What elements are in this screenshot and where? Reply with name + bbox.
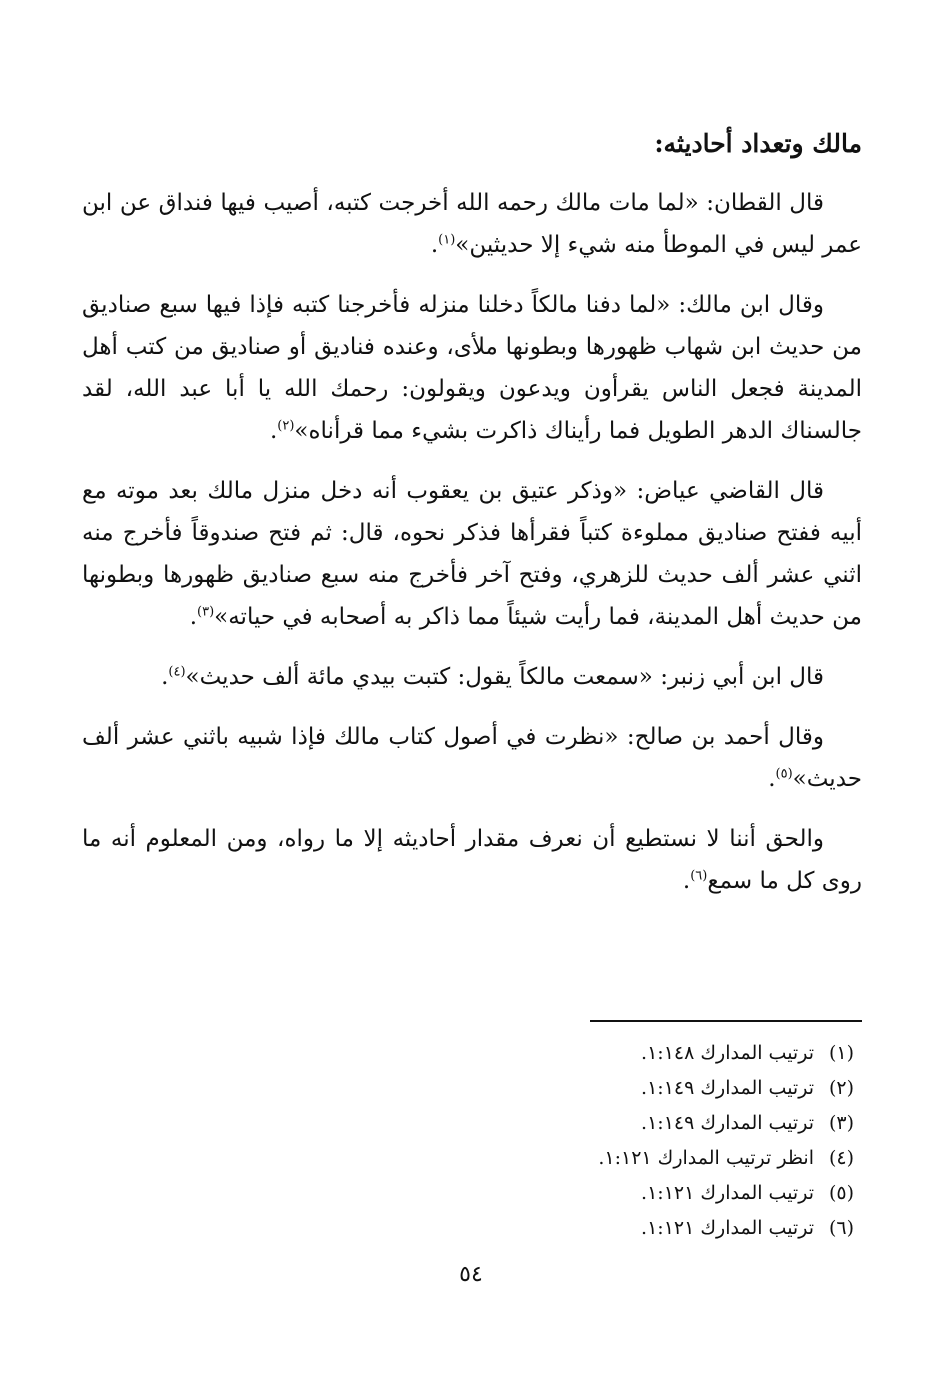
paragraph-text: قال ابن أبي زنبر: «سمعت مالكاً يقول: كتبت بيدي مائة ألف حديث» bbox=[185, 664, 824, 690]
footnotes-list bbox=[454, 1036, 854, 1246]
footnote-number: (٥) bbox=[828, 1182, 854, 1204]
footnote-text: ترتيب المدارك ١:١٢١. bbox=[641, 1182, 814, 1204]
footnote-item bbox=[454, 1071, 854, 1106]
paragraph-text: وقال ابن مالك: «لما دفنا مالكاً دخلنا منزله فأخرجنا كتبه فإذا فيها سبع صناديق من حديث ابن شهاب ظهورها وبطونها ملأى، وعنده فناديق أو صناديق من كتب أهل المدينة فجعل الناس يقرأون ويدعون ويقولون: رحمك الله يا أبا عبد الله، لقد جالسناك الدهر الطويل فما رأيناك ذاكرت بشيء مما قرأناه» bbox=[82, 292, 862, 444]
page-body bbox=[82, 122, 862, 920]
footnote-number: (٦) bbox=[828, 1217, 854, 1239]
footnote-number: (٢) bbox=[828, 1077, 854, 1099]
footnote-ref: (٣) bbox=[197, 604, 215, 620]
footnote-item bbox=[454, 1141, 854, 1176]
footnote-item bbox=[454, 1211, 854, 1246]
footnote-text: ترتيب المدارك ١:١٤٩. bbox=[641, 1112, 814, 1134]
paragraph-2: وقال ابن مالك: «لما دفنا مالكاً دخلنا منزله فأخرجنا كتبه فإذا فيها سبع صناديق من حديث ابن شهاب ظهورها وبطونها ملأى، وعنده فناديق أو صناديق من كتب أهل المدينة فجعل الناس يقرأون ويدعون ويقولون: رحمك الله يا أبا عبد الله، لقد جالسناك الدهر الطويل فما رأيناك ذاكرت بشيء مما قرأناه»$^{(٢)}$. bbox=[82, 292, 862, 444]
footnote-text: انظر ترتيب المدارك ١:١٢١. bbox=[598, 1147, 814, 1169]
paragraph-4: قال ابن أبي زنبر: «سمعت مالكاً يقول: كتبت بيدي مائة ألف حديث»$^{(٤)}$. bbox=[161, 664, 824, 690]
footnote-text: ترتيب المدارك ١:١٤٩. bbox=[641, 1077, 814, 1099]
paragraph-text: قال القاضي عياض: «وذكر عتيق بن يعقوب أنه دخل منزل مالك بعد موته مع أبيه ففتح صناديق مملوءة كتباً فقرأها فذكر نحوه، قال: ثم فتح صندوقاً فأخرج منه اثني عشر ألف حديث للزهري، وفتح آخر فأخرج منه سبع صناديق ظهورها وبطونها من حديث أهل المدينة، فما رأيت شيئاً مما ذاكر به أصحابه في حياته» bbox=[82, 478, 862, 630]
paragraph-text: قال القطان: «لما مات مالك رحمه الله أخرجت كتبه، أصيب فيها فنداق عن ابن عمر ليس في الموطأ منه شيء إلا حديثين» bbox=[82, 190, 862, 258]
footnote-ref: (٤) bbox=[168, 664, 186, 680]
paragraph-1: قال القطان: «لما مات مالك رحمه الله أخرجت كتبه، أصيب فيها فنداق عن ابن عمر ليس في الموطأ منه شيء إلا حديثين»$^{(١)}$. bbox=[82, 190, 862, 258]
footnote-item bbox=[454, 1176, 854, 1211]
footnote-text: ترتيب المدارك ١:١٢١. bbox=[641, 1217, 814, 1239]
footnote-divider bbox=[590, 1020, 862, 1022]
paragraph-5: وقال أحمد بن صالح: «نظرت في أصول كتاب مالك فإذا شبيه باثني عشر ألف حديث»$^{(٥)}$. bbox=[82, 724, 862, 792]
footnote-ref: (١) bbox=[438, 232, 456, 248]
footnote-ref: (٢) bbox=[277, 418, 295, 434]
footnote-item bbox=[454, 1106, 854, 1141]
footnote-ref: (٦) bbox=[690, 868, 708, 884]
footnote-number: (٣) bbox=[828, 1112, 854, 1134]
footnote-number: (٤) bbox=[828, 1147, 854, 1169]
paragraph-3: قال القاضي عياض: «وذكر عتيق بن يعقوب أنه دخل منزل مالك بعد موته مع أبيه ففتح صناديق مملوءة كتباً فقرأها فذكر نحوه، قال: ثم فتح صندوقاً فأخرج منه اثني عشر ألف حديث للزهري، وفتح آخر فأخرج منه سبع صناديق ظهورها وبطونها من حديث أهل المدينة، فما رأيت شيئاً مما ذاكر به أصحابه في حياته»$^{(٣)}$. bbox=[82, 478, 862, 630]
paragraph-6: والحق أننا لا نستطيع أن نعرف مقدار أحاديثه إلا ما رواه، ومن المعلوم أنه ما روى كل ما سمع$^{(٦)}$. bbox=[82, 826, 862, 894]
page-number: ٥٤ bbox=[459, 1262, 483, 1287]
paragraph-text: وقال أحمد بن صالح: «نظرت في أصول كتاب مالك فإذا شبيه باثني عشر ألف حديث» bbox=[82, 724, 862, 792]
footnote-item bbox=[454, 1036, 854, 1071]
footnote-number: (١) bbox=[828, 1042, 854, 1064]
footnote-text: ترتيب المدارك ١:١٤٨. bbox=[641, 1042, 814, 1064]
paragraph-text: والحق أننا لا نستطيع أن نعرف مقدار أحاديثه إلا ما رواه، ومن المعلوم أنه ما روى كل ما سمع bbox=[82, 826, 862, 894]
section-heading: مالك وتعداد أحاديثه: bbox=[654, 129, 862, 158]
footnote-ref: (٥) bbox=[775, 766, 793, 782]
